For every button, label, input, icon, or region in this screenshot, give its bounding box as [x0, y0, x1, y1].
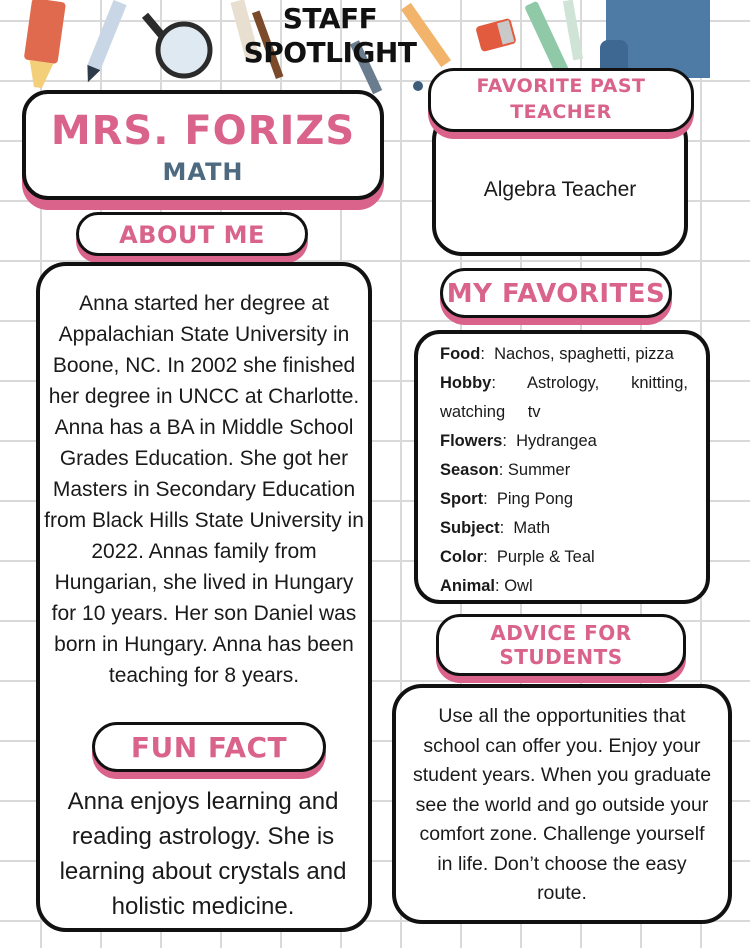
favorite-label: Color: [440, 548, 484, 566]
teacher-name-card: [22, 90, 384, 200]
advice-heading-line2: STUDENTS: [499, 645, 623, 669]
teacher-subject: MATH: [162, 158, 244, 186]
advice-heading-line1: ADVICE FOR: [490, 621, 632, 645]
my-favorites-card: [414, 330, 710, 604]
fun-fact-heading-pill: [92, 722, 326, 772]
favorite-value: Ping Pong: [487, 490, 573, 508]
page-title-line1: STAFF: [282, 2, 378, 35]
advice-heading-pill: [436, 614, 686, 676]
favorite-item: Food: Nachos, spaghetti, pizza: [440, 345, 674, 363]
favorite-value: Summer: [503, 461, 571, 479]
my-favorites-heading: MY FAVORITES: [446, 279, 666, 309]
advice-card: [392, 684, 732, 924]
favorite-item: Subject: Math: [440, 519, 551, 537]
pencil-icon: [81, 0, 126, 85]
favorite-label: Food: [440, 345, 481, 363]
page-title-line2: SPOTLIGHT: [243, 36, 417, 69]
favorite-item: Sport: Ping Pong: [440, 490, 573, 508]
advice-text: Use all the opportunities that school can offer you. Enjoy your student years. When you graduate see the world and go outside your comfort zone. Challenge yourself in life. Don’t choose the easy route.: [412, 705, 712, 904]
about-me-heading-pill: [76, 212, 308, 256]
favorite-value: Hydrangea: [506, 432, 597, 450]
favorite-teacher-heading-line2: TEACHER: [510, 101, 612, 123]
page-title: [230, 2, 430, 70]
favorite-teacher-text: Algebra Teacher: [483, 178, 637, 201]
favorite-label: Flowers: [440, 432, 503, 450]
fun-fact-text: Anna enjoys learning and reading astrology. She is learning about crystals and holistic medicine.: [59, 788, 347, 920]
marker-icon: [24, 0, 66, 89]
sharpener-icon: [475, 18, 517, 52]
favorite-item: Color: Purple & Teal: [440, 548, 595, 566]
favorites-list: [440, 340, 688, 601]
favorite-item: Hobby: Astrology, knitting, watching tv: [440, 374, 688, 421]
about-me-text: Anna started her degree at Appalachian State University in Boone, NC. In 2002 she finished her degree in UNCC at Charlotte. Anna has a BA in Middle School Grades Education. She got her Masters in Secondary Education from Black Hills State University in 2022. Annas family from Hungarian, she lived in Hungary for 10 years. Her son Daniel was born in Hungary. Anna has been teaching for 8 years.: [44, 292, 364, 687]
favorite-value: Owl: [499, 577, 533, 595]
pen-icon: [524, 0, 583, 77]
favorite-teacher-heading-line1: FAVORITE PAST: [476, 75, 646, 97]
favorite-item: Animal: Owl: [440, 577, 533, 595]
magnifier-icon: [142, 13, 210, 76]
favorite-label: Sport: [440, 490, 484, 508]
fun-fact-heading: FUN FACT: [130, 731, 288, 764]
favorite-item: Flowers: Hydrangea: [440, 432, 597, 450]
favorite-label: Subject: [440, 519, 500, 537]
about-me-heading: ABOUT ME: [119, 221, 265, 249]
favorite-value: Purple & Teal: [487, 548, 595, 566]
favorite-value: Nachos, spaghetti, pizza: [484, 345, 674, 363]
favorite-teacher-heading-pill: [428, 68, 694, 132]
favorite-value: Math: [504, 519, 551, 537]
my-favorites-heading-pill: [440, 268, 672, 318]
favorite-label: Season: [440, 461, 499, 479]
teacher-name: MRS. FORIZS: [50, 108, 356, 154]
favorite-value: Astrology, knitting, watching tv: [440, 374, 688, 421]
favorite-label: Hobby: [440, 374, 492, 392]
favorite-item: Season: Summer: [440, 461, 571, 479]
favorite-label: Animal: [440, 577, 496, 595]
